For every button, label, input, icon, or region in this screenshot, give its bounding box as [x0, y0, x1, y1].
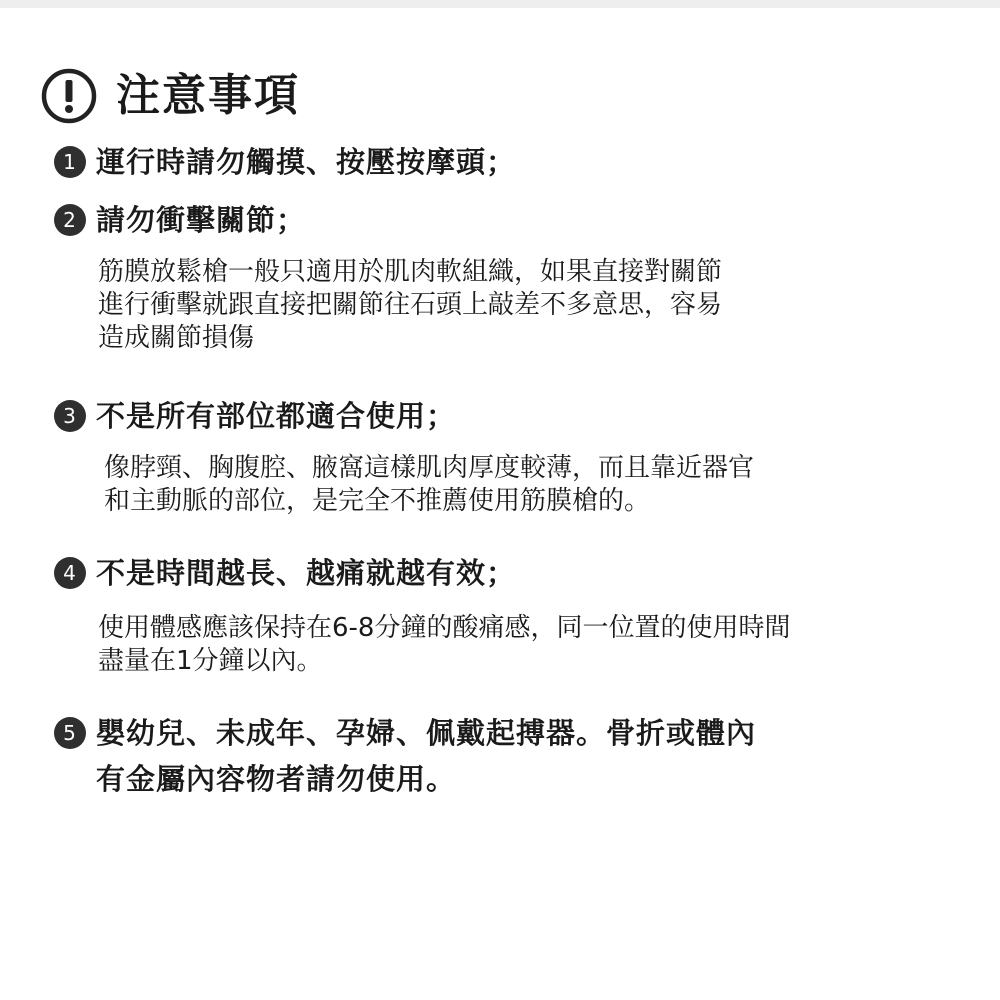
notice-item-3-heading: [54, 396, 456, 436]
notice-item-4-heading: [54, 553, 516, 593]
number-badge-4: 4: [54, 557, 86, 589]
top-strip: [0, 0, 1000, 8]
description-line: 使用體感應該保持在6-8分鐘的酸痛感，同一位置的使用時間: [98, 613, 791, 643]
item-4-description: [98, 612, 790, 678]
item-5-heading-text: 嬰幼兒、未成年、孕婦、佩戴起搏器。骨折或體內: [96, 716, 757, 750]
notice-item-2-heading: [54, 200, 306, 240]
item-3-description: [104, 452, 754, 518]
description-line: 像脖頸、胸腹腔、腋窩這樣肌肉厚度較薄，而且靠近器官: [104, 453, 755, 483]
notice-item-1-heading: [54, 142, 516, 182]
notice-item-5-heading: [54, 713, 756, 753]
description-line: 造成關節損傷: [98, 323, 255, 353]
description-line: 進行衝擊就跟直接把關節往石頭上敲差不多意思，容易: [98, 290, 723, 320]
number-badge-3: 3: [54, 400, 86, 432]
number-badge-5: 5: [54, 717, 86, 749]
description-line: 筋膜放鬆槍一般只適用於肌肉軟組織，如果直接對關節: [98, 257, 723, 287]
item-3-heading-text: 不是所有部位都適合使用；: [96, 399, 457, 433]
number-badge-1: 1: [54, 146, 86, 178]
description-line: 盡量在1分鐘以內。: [98, 646, 323, 676]
item-5-heading-line2: 有金屬內容物者請勿使用。: [96, 762, 457, 796]
number-badge-2: 2: [54, 204, 86, 236]
item-1-heading-text: 運行時請勿觸摸、按壓按摩頭；: [96, 145, 517, 179]
exclamation-circle-icon: [40, 67, 98, 125]
notice-header: [40, 68, 300, 124]
description-line: 和主動脈的部位，是完全不推薦使用筋膜槍的。: [104, 486, 651, 516]
item-2-heading-text: 請勿衝擊關節；: [96, 203, 307, 237]
item-2-description: [98, 256, 722, 355]
item-4-heading-text: 不是時間越長、越痛就越有效；: [96, 556, 517, 590]
page-title: 注意事項: [116, 70, 300, 121]
